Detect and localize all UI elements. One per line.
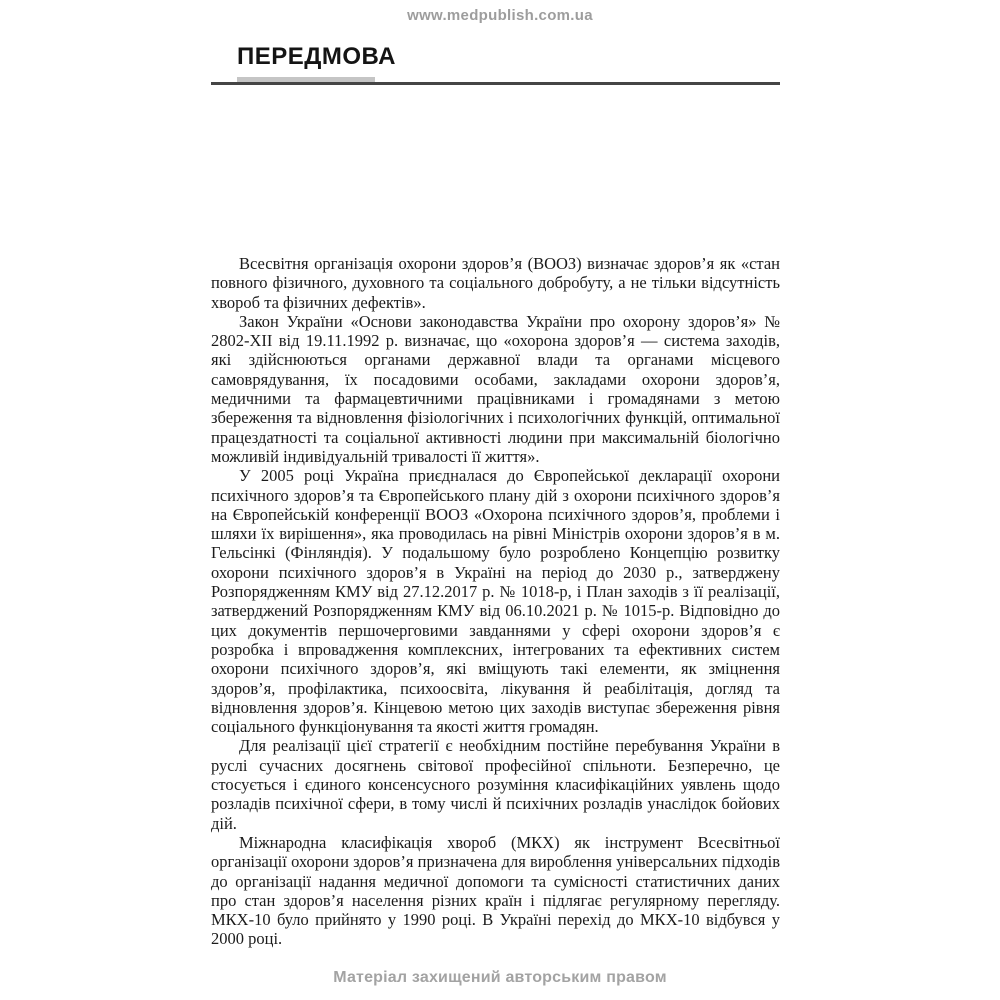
- page-content: [211, 44, 780, 949]
- page-title: ПЕРЕДМОВА: [237, 43, 396, 70]
- title-rule-line: [211, 82, 780, 85]
- title-rule: [211, 77, 780, 86]
- header-watermark-url: www.medpublish.com.ua: [407, 7, 593, 24]
- paragraph: У 2005 році Україна приєдналася до Європейської декларації охорони психічного здоров’я та Європейського плану дій з охорони психічного здоров’я на Європейській конференції ВООЗ «Охорона психічного здоров’я, проблеми і шляхи їх вирішення», яка проводилась на рівні Міністрів охорони здоров’я в м. Гельсінкі (Фінляндія). У подальшому було розроблено Концепцію розвитку охорони психічного здоров’я в Україні на період до 2030 р., затверджену Розпорядженням КМУ від 27.12.2017 р. № 1018-р, і План заходів з її реалізації, затверджений Розпорядженням КМУ від 06.10.2021 р. № 1015-р. Відповідно до цих документів першочерговими завданнями у сфері охорони здоров’я є розробка і впровадження комплексних, інтегрованих та ефективних систем охорони психічного здоров’я, які вміщують такі елементи, як зміцнення здоров’я, профілактика, психоосвіта, лікування й реабілітація, догляд та відновлення здоров’я. Кінцевою метою цих заходів виступає збереження рівня соціального функціонування та якості життя громадян.: [211, 466, 780, 737]
- paragraph: Всесвітня організація охорони здоров’я (ВООЗ) визначає здоров’я як «стан повного фізичного, духовного та соціального добробуту, а не тільки відсутність хвороб та фізичних дефектів».: [211, 254, 780, 312]
- body-text: [211, 254, 780, 949]
- paragraph: Закон України «Основи законодавства України про охорону здоров’я» № 2802-XII від 19.11.1992 р. визначає, що «охорона здоров’я — система заходів, які здійснюються органами державної влади та органами місцевого самоврядування, їх посадовими особами, закладами охорони здоров’я, медичними та фармацевтичними працівниками і громадянами з метою збереження та відновлення фізіологічних і психологічних функцій, оптимальної працездатності та соціальної активності людини при максимальній біологічно можливій індивідуальній тривалості її життя».: [211, 311, 780, 466]
- footer-copyright: Матеріал захищений авторським правом: [333, 969, 667, 986]
- paragraph: Міжнародна класифікація хвороб (МКХ) як інструмент Всесвітньої організації охорони здоров’я призначена для вироблення універсальних підходів до організації надання медичної допомоги та сумісності статистичних даних про стан здоров’я населення різних країн і підлягає регулярному перегляду. МКХ-10 було прийнято у 1990 році. В Україні перехід до МКХ-10 відбувся у 2000 році.: [211, 832, 780, 949]
- paragraph: Для реалізації цієї стратегії є необхідним постійне перебування України в руслі сучасних досягнень світової професійної спільноти. Безперечно, це стосується і єдиного консенсусного розуміння класифікаційних уявлень щодо розладів психічної сфери, в тому числі й психічних розладів унаслідок бойових дій.: [211, 736, 780, 833]
